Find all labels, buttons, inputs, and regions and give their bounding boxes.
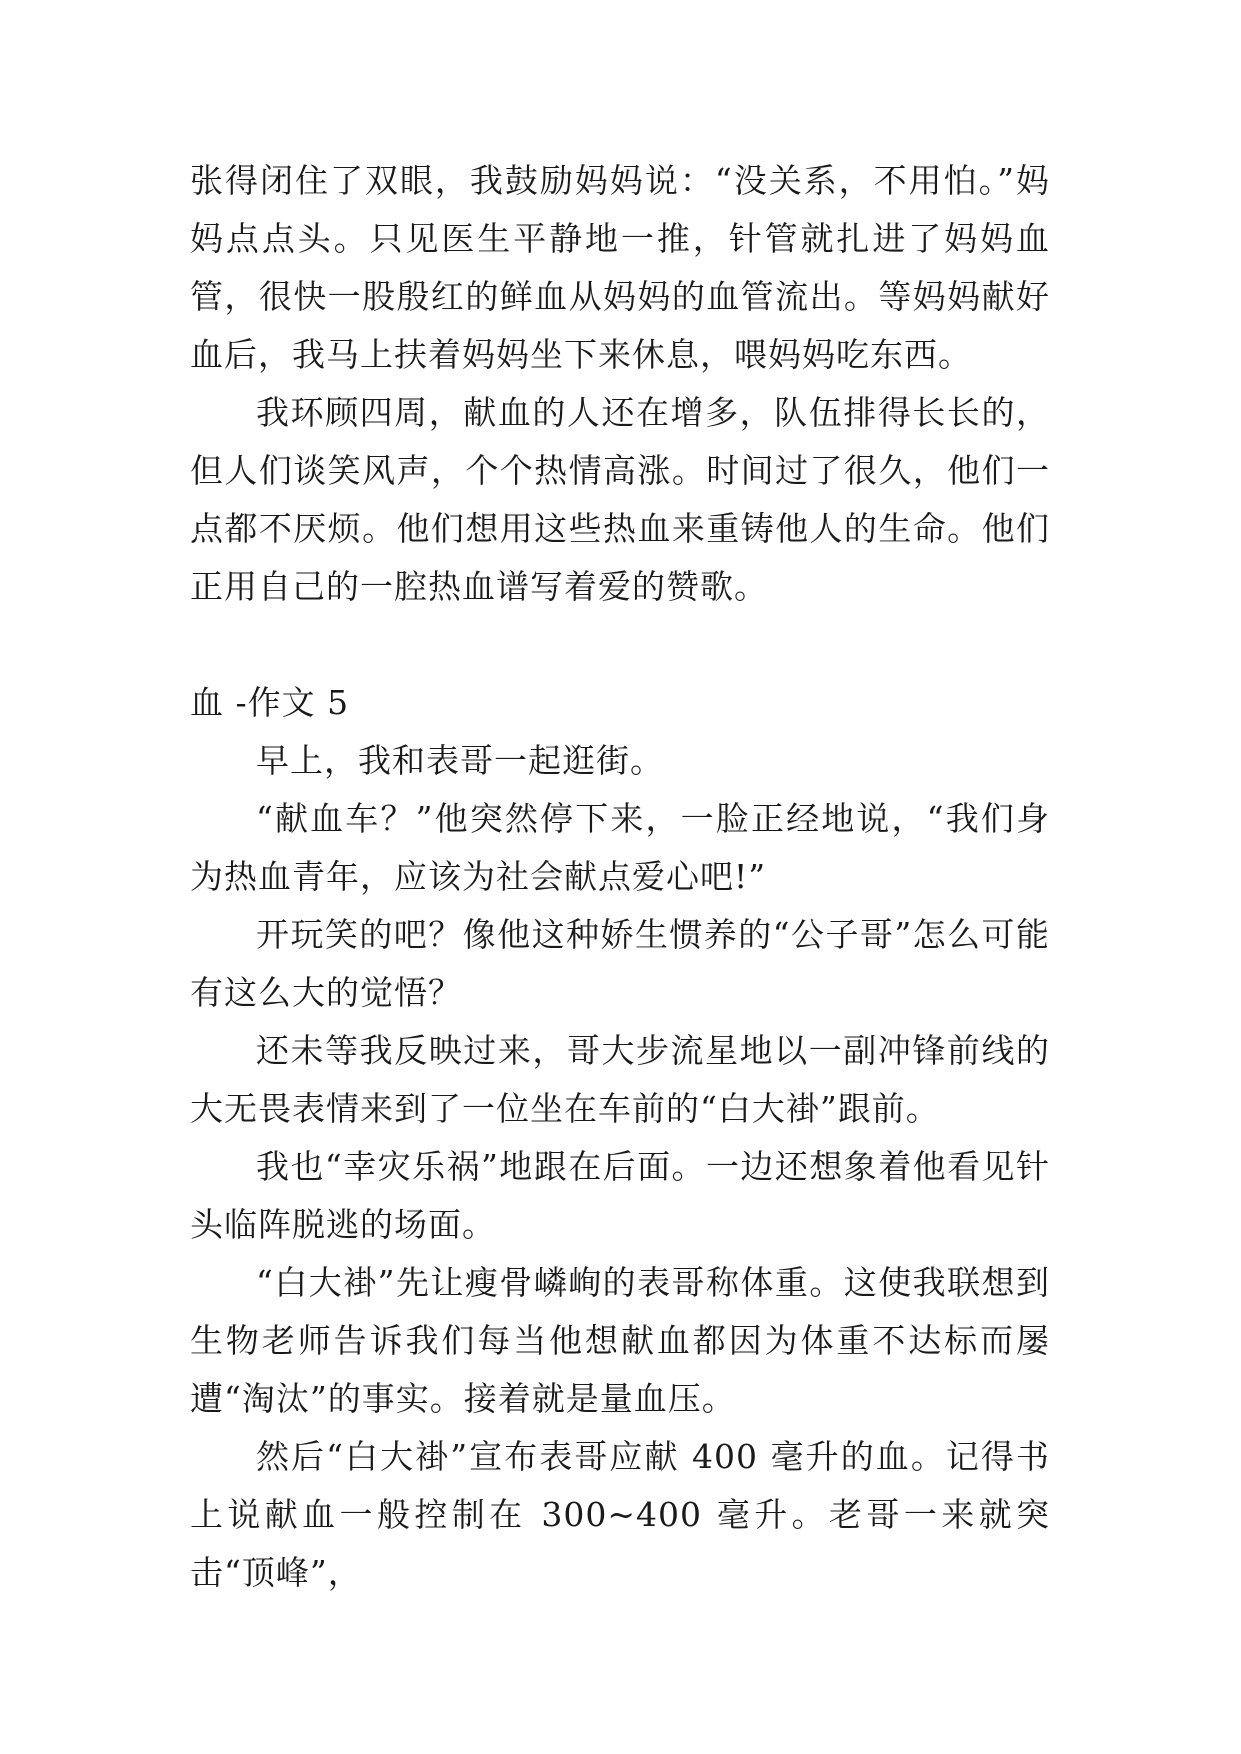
paragraph: 张得闭住了双眼，我鼓励妈妈说：“没关系，不用怕。”妈妈点点头。只见医生平静地一推，针管就扎进了妈妈血管，很快一股殷红的鲜血从妈妈的血管流出。等妈妈献好血后，我马上扶着妈妈坐下来休息，喂妈妈吃东西。 (190, 161, 1050, 374)
paragraph: 然后“白大褂”宣布表哥应献 400 毫升的血。记得书上说献血一般控制在 300~400 毫升。老哥一来就突击“顶峰”， (190, 1437, 1050, 1592)
paragraph: “白大褂”先让瘦骨嶙峋的表哥称体重。这使我联想到生物老师告诉我们每当他想献血都因为体重不达标而屡遭“淘汰”的事实。接着就是量血压。 (190, 1263, 1050, 1418)
paragraph: 还未等我反映过来，哥大步流星地以一副冲锋前线的大无畏表情来到了一位坐在车前的“白大褂”跟前。 (190, 1031, 1050, 1128)
document-body (190, 152, 1050, 1602)
section-gap (190, 616, 1050, 674)
paragraph: 开玩笑的吧？像他这种娇生惯养的“公子哥”怎么可能有这么大的觉悟？ (190, 915, 1050, 1012)
paragraph: 早上，我和表哥一起逛街。 (256, 741, 664, 780)
paragraph: 我环顾四周，献血的人还在增多，队伍排得长长的，但人们谈笑风声，个个热情高涨。时间过了很久，他们一点都不厌烦。他们想用这些热血来重铸他人的生命。他们正用自己的一腔热血谱写着爱的赞歌。 (190, 393, 1050, 606)
section-title: 血 -作文 5 (190, 683, 350, 722)
paragraph: 我也“幸灾乐祸”地跟在后面。一边还想象着他看见针头临阵脱逃的场面。 (190, 1147, 1050, 1244)
paragraph: “献血车？”他突然停下来，一脸正经地说，“我们身为热血青年，应该为社会献点爱心吧!” (190, 799, 1050, 896)
